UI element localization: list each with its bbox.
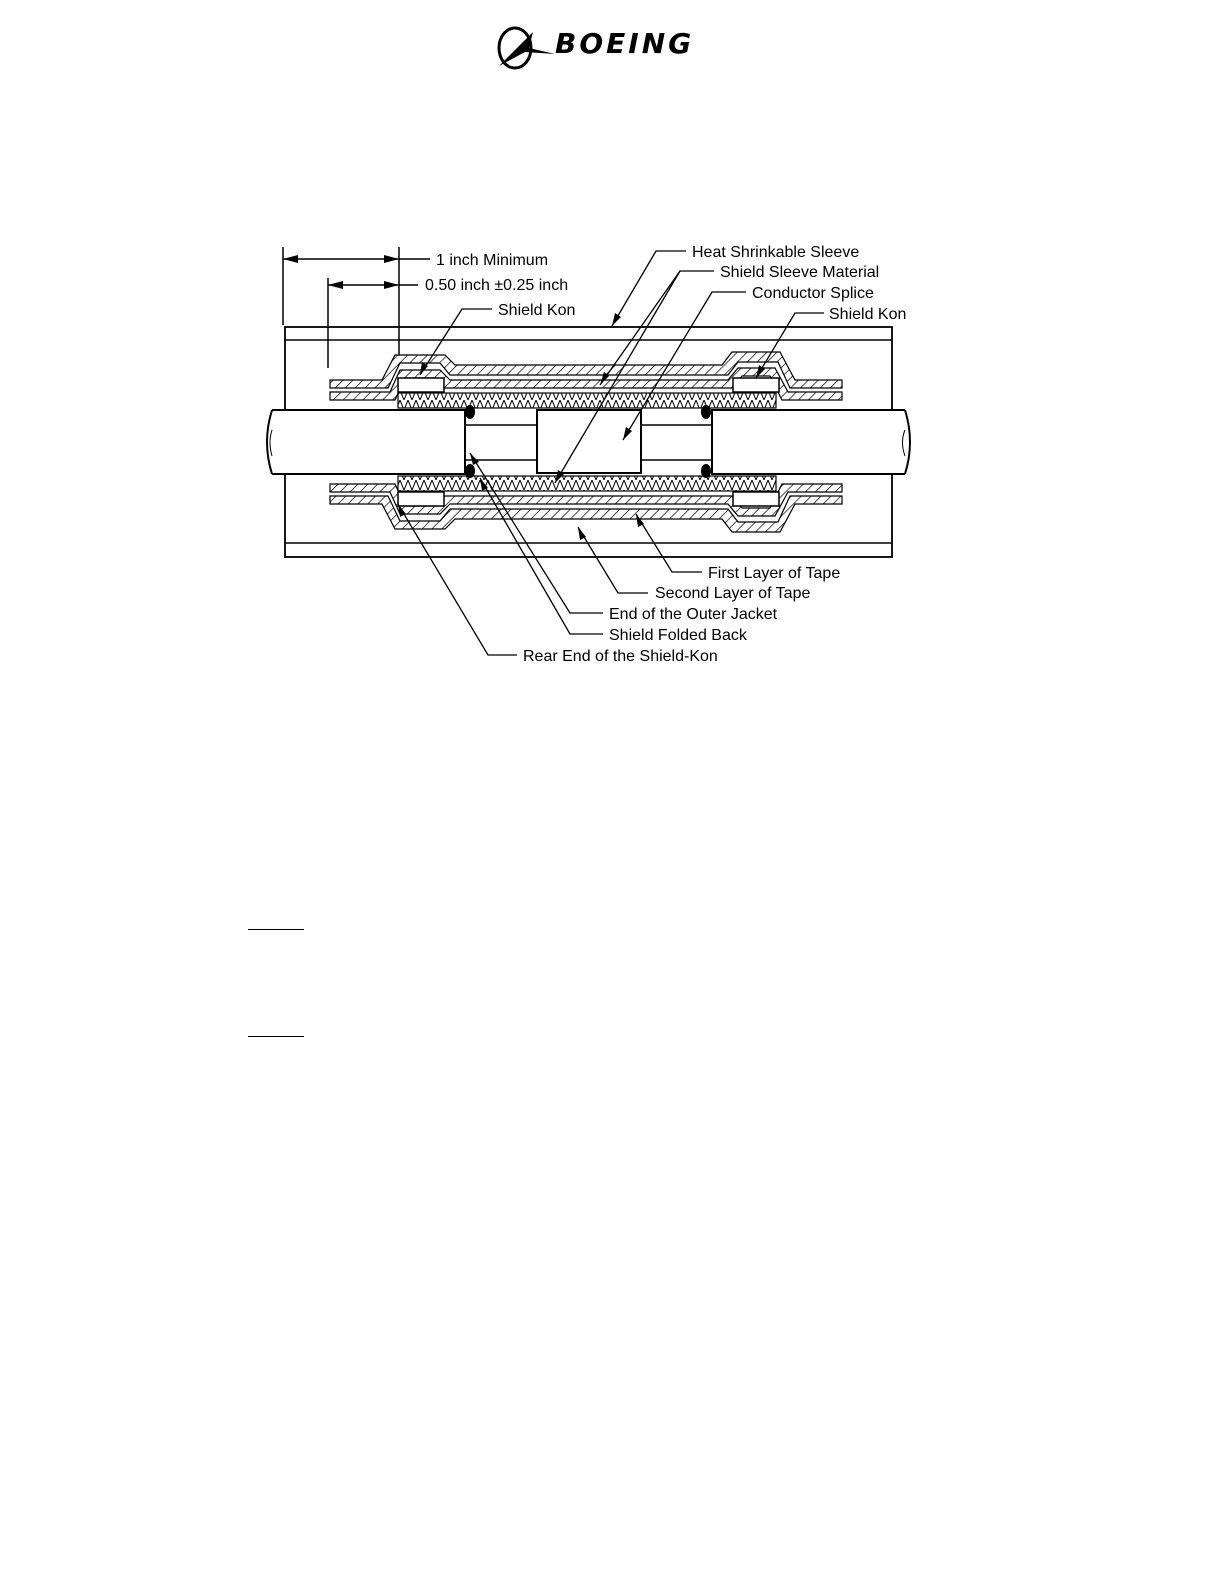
left-cable [267,410,465,474]
label-heat-shrink-sleeve: Heat Shrinkable Sleeve [692,244,860,261]
label-shield-kon-right: Shield Kon [829,306,907,323]
label-second-layer-tape: Second Layer of Tape [655,585,811,602]
label-one-inch-minimum: 1 inch Minimum [436,252,549,269]
note-rule-1 [248,929,304,930]
label-conductor-splice: Conductor Splice [752,285,874,302]
label-shield-sleeve-material: Shield Sleeve Material [720,264,880,281]
shield-splice-diagram [0,0,1223,700]
label-half-inch: 0.50 inch ±0.25 inch [425,277,569,294]
note-rule-2 [248,1036,304,1037]
label-shield-folded-back: Shield Folded Back [609,627,747,644]
boeing-wordmark: BOEING [555,27,695,60]
label-end-outer-jacket: End of the Outer Jacket [609,606,778,623]
conductor-splice [537,410,641,473]
upper-shield-layers [330,352,842,408]
right-cable [712,410,910,474]
label-rear-end-shield-kon: Rear End of the Shield-Kon [523,648,718,665]
dimension-lines [283,247,430,368]
lower-shield-layers [330,476,842,532]
label-first-layer-tape: First Layer of Tape [708,565,841,582]
label-shield-kon-left: Shield Kon [498,302,576,319]
